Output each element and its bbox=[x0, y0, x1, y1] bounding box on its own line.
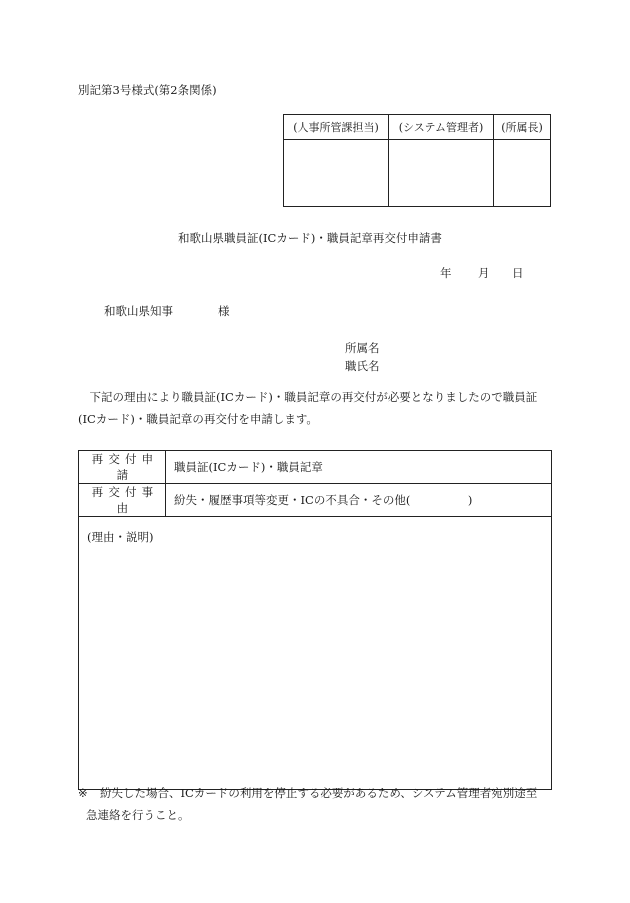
reissue-request-value[interactable]: 職員証(ICカード)・職員記章 bbox=[166, 451, 552, 484]
approval-header-hr: (人事所管課担当) bbox=[284, 115, 389, 140]
reason-explanation-field[interactable] bbox=[79, 517, 552, 790]
approval-header-system-admin: (システム管理者) bbox=[389, 115, 494, 140]
addressee-honorific: 様 bbox=[218, 304, 230, 318]
notice bbox=[78, 782, 556, 826]
stamp-box-hr[interactable] bbox=[284, 140, 389, 207]
document-title: 和歌山県職員証(ICカード)・職員記章再交付申請書 bbox=[178, 231, 442, 245]
form-reference: 別記第3号様式(第2条関係) bbox=[78, 83, 217, 97]
notice-line-2: 急連絡を行うこと。 bbox=[86, 808, 190, 822]
stamp-box-system-admin[interactable] bbox=[389, 140, 494, 207]
stamp-box-dept-head[interactable] bbox=[494, 140, 551, 207]
notice-mark: ※ bbox=[78, 786, 88, 800]
reissue-request-label: 再交付申請 bbox=[79, 451, 166, 484]
approval-stamp-table bbox=[283, 114, 551, 207]
date-day-label: 日 bbox=[512, 266, 524, 280]
notice-line-1: 紛失した場合、ICカードの利用を停止する必要があるため、システム管理者宛別途至 bbox=[100, 786, 538, 800]
affiliation-label: 所属名 bbox=[345, 341, 380, 355]
reissue-reason-label: 再交付事由 bbox=[79, 484, 166, 517]
request-paragraph: 下記の理由により職員証(ICカード)・職員記章の再交付が必要となりましたので職員証(ICカード)・職員記章の再交付を申請します。 bbox=[78, 390, 538, 426]
approval-header-dept-head: (所属長) bbox=[494, 115, 551, 140]
name-label: 職氏名 bbox=[345, 359, 380, 373]
date-month-label: 月 bbox=[478, 266, 490, 280]
date-year-label: 年 bbox=[440, 266, 452, 280]
addressee-name: 和歌山県知事 bbox=[104, 304, 173, 318]
reissue-form-table bbox=[78, 450, 552, 790]
reason-explanation-label: (理由・説明) bbox=[87, 530, 154, 544]
reissue-reason-options[interactable]: 紛失・履歴事項等変更・ICの不具合・その他( ) bbox=[166, 484, 552, 517]
